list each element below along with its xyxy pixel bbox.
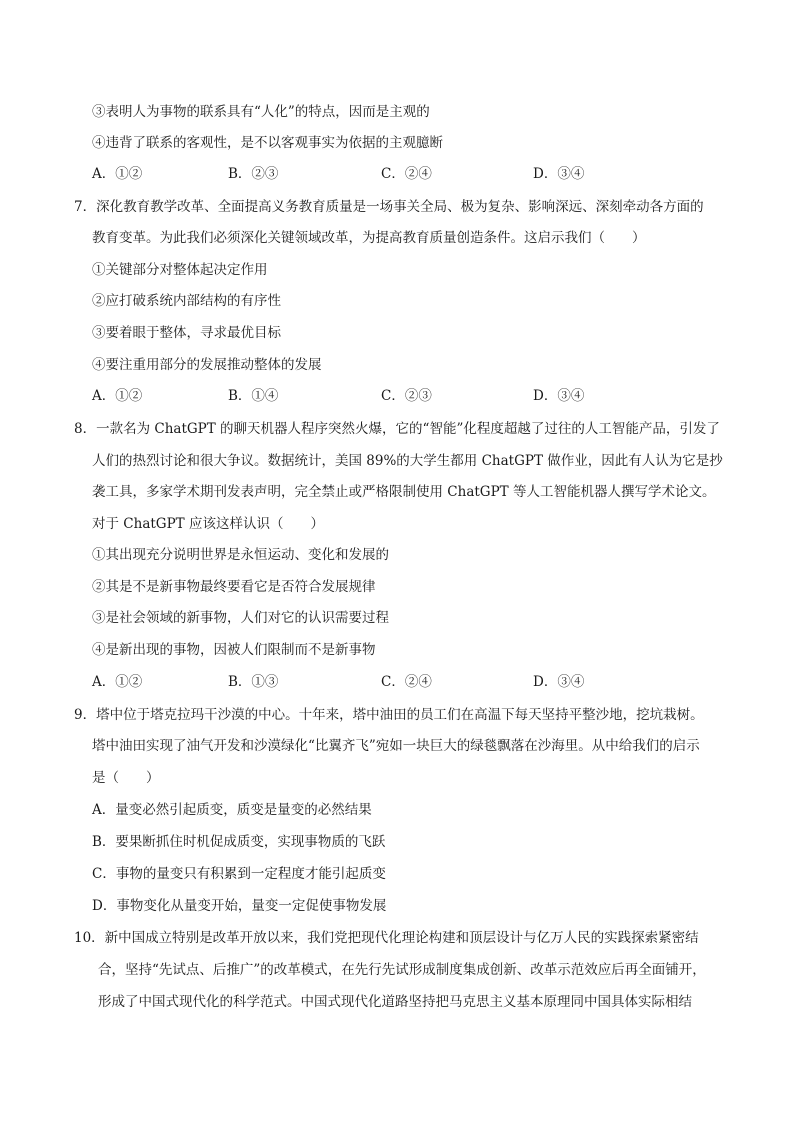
q6-option-c: C．②④: [381, 166, 432, 182]
q8-item-2: ②其是不是新事物最终要看它是否符合发展规律: [92, 579, 376, 595]
q7-item-2: ②应打破系统内部结构的有序性: [92, 293, 281, 309]
q10-stem-line-1: 10．新中国成立特别是改革开放以来，我们党把现代化理论构建和顶层设计与亿万人民的实践探索紧密结: [74, 930, 699, 946]
q6-option-a: A．①②: [92, 166, 143, 182]
q8-stem-line-3: 袭工具，多家学术期刊发表声明，完全禁止或严格限制使用 ChatGPT 等人工智能机器人撰写学术论文。: [92, 484, 716, 500]
q7-item-3: ③要着眼于整体，寻求最优目标: [92, 325, 281, 341]
q9-option-d: D．事物变化从量变开始，量变一定促使事物发展: [92, 898, 387, 914]
q8-option-d: D．③④: [533, 674, 585, 690]
q8-stem-line-1: 8．一款名为 ChatGPT 的聊天机器人程序突然火爆，它的“智能”化程度超越了过往的人工智能产品，引发了: [74, 421, 720, 437]
q8-option-b: B．①③: [228, 674, 279, 690]
q8-item-1: ①其出现充分说明世界是永恒运动、变化和发展的: [92, 547, 389, 563]
q7-option-a: A．①②: [92, 388, 143, 404]
q8-option-c: C．②④: [381, 674, 432, 690]
q8-item-3: ③是社会领域的新事物，人们对它的认识需要过程: [92, 610, 389, 626]
q7-stem-line-2: 教育变革。为此我们必须深化关键领域改革，为提高教育质量创造条件。这启示我们（ ）: [92, 230, 646, 246]
q10-stem-line-2: 合，坚持“先试点、后推广”的改革模式，在先行先试形成制度集成创新、改革示范效应后再全面铺开，: [98, 962, 706, 978]
q7-item-1: ①关键部分对整体起决定作用: [92, 262, 268, 278]
q6-item-4: ④违背了联系的客观性，是不以客观事实为依据的主观臆断: [92, 135, 443, 151]
q7-option-b: B．①④: [228, 388, 279, 404]
q7-option-d: D．③④: [533, 388, 585, 404]
q9-option-a: A．量变必然引起质变，质变是量变的必然结果: [92, 802, 372, 818]
q6-option-d: D．③④: [533, 166, 585, 182]
q8-item-4: ④是新出现的事物，因被人们限制而不是新事物: [92, 642, 376, 658]
q10-stem-line-3: 形成了中国式现代化的科学范式。中国式现代化道路坚持把马克思主义基本原理同中国具体实际相结: [98, 994, 692, 1010]
q6-option-b: B．②③: [228, 166, 279, 182]
q7-stem-line-1: 7．深化教育教学改革、全面提高义务教育质量是一场事关全局、极为复杂、影响深远、深刻牵动各方面的: [74, 199, 704, 215]
q9-stem-line-1: 9．塔中位于塔克拉玛干沙漠的中心。十年来，塔中油田的员工们在高温下每天坚持平整沙地，挖坑栽树。: [74, 707, 704, 723]
q8-stem-line-2: 人们的热烈讨论和很大争议。数据统计，美国 89%的大学生都用 ChatGPT 做作业，因此有人认为它是抄: [92, 453, 723, 469]
q7-item-4: ④要注重用部分的发展推动整体的发展: [92, 357, 322, 373]
q9-option-b: B．要果断抓住时机促成质变，实现事物质的飞跃: [92, 834, 386, 850]
q9-stem-line-2: 塔中油田实现了油气开发和沙漠绿化“比翼齐飞”宛如一块巨大的绿毯飘落在沙海里。从中给我们的启示: [92, 738, 700, 754]
q7-option-c: C．②③: [381, 388, 432, 404]
q9-stem-line-3: 是（ ）: [92, 770, 160, 786]
q8-stem-line-4: 对于 ChatGPT 应该这样认识（ ）: [92, 516, 324, 532]
q6-item-3: ③表明人为事物的联系具有“人化”的特点，因而是主观的: [92, 104, 430, 120]
q8-option-a: A．①②: [92, 674, 143, 690]
q9-option-c: C．事物的量变只有积累到一定程度才能引起质变: [92, 866, 386, 882]
